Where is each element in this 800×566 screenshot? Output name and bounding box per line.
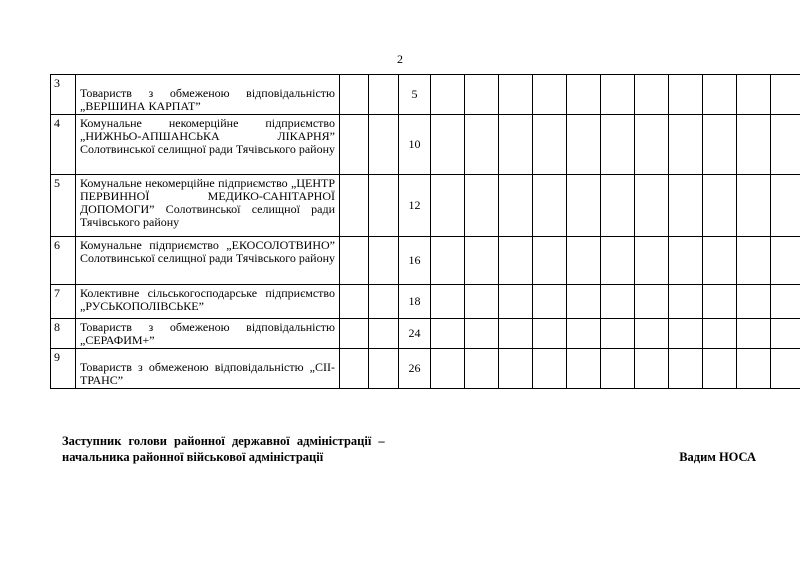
empty-cell xyxy=(465,115,499,175)
signature-block xyxy=(62,433,756,465)
empty-cell xyxy=(771,319,800,349)
empty-cell xyxy=(669,115,703,175)
empty-cell xyxy=(533,349,567,389)
empty-cell xyxy=(601,237,635,285)
empty-cell xyxy=(465,237,499,285)
empty-cell xyxy=(635,349,669,389)
empty-cell xyxy=(771,237,800,285)
table-row xyxy=(51,349,800,389)
empty-cell xyxy=(533,175,567,237)
organization-name: Комунальне некомерційне підприємство „НИЖНЬО-АПШАНСЬКА ЛІКАРНЯ” Солотвинської селищної ради Тячівського району xyxy=(76,115,340,175)
empty-cell xyxy=(601,75,635,115)
organization-name: Товариств з обмеженою відповідальністю „ВЕРШИНА КАРПАТ” xyxy=(76,75,340,115)
empty-cell xyxy=(771,175,800,237)
empty-cell xyxy=(567,319,601,349)
empty-cell xyxy=(499,115,533,175)
empty-cell xyxy=(669,285,703,319)
empty-cell xyxy=(465,75,499,115)
empty-cell xyxy=(340,237,369,285)
organization-name: Товариств з обмеженою відповідальністю „СІІ-ТРАНС” xyxy=(76,349,340,389)
empty-cell xyxy=(669,75,703,115)
signature-title-line1: Заступник голови районної державної адміністрації – xyxy=(62,434,385,448)
empty-cell xyxy=(567,75,601,115)
page-reference: 16 xyxy=(399,237,431,285)
empty-cell xyxy=(669,319,703,349)
empty-cell xyxy=(669,175,703,237)
empty-cell xyxy=(340,75,369,115)
table-row xyxy=(51,75,800,115)
empty-cell xyxy=(533,237,567,285)
row-number: 8 xyxy=(51,319,76,349)
empty-cell xyxy=(369,175,399,237)
empty-cell xyxy=(465,285,499,319)
empty-cell xyxy=(499,237,533,285)
empty-cell xyxy=(601,319,635,349)
organization-name: Комунальне некомерційне підприємство „ЦЕНТР ПЕРВИННОЇ МЕДИКО-САНІТАРНОЇ ДОПОМОГИ” Солотвинської селищної ради Тячівського району xyxy=(76,175,340,237)
empty-cell xyxy=(737,175,771,237)
empty-cell xyxy=(431,319,465,349)
empty-cell xyxy=(703,75,737,115)
empty-cell xyxy=(465,175,499,237)
empty-cell xyxy=(601,285,635,319)
empty-cell xyxy=(635,115,669,175)
empty-cell xyxy=(369,237,399,285)
row-number: 6 xyxy=(51,237,76,285)
empty-cell xyxy=(369,115,399,175)
empty-cell xyxy=(737,237,771,285)
page-reference: 18 xyxy=(399,285,431,319)
table-row xyxy=(51,175,800,237)
row-number: 9 xyxy=(51,349,76,389)
page-reference: 12 xyxy=(399,175,431,237)
page-reference: 10 xyxy=(399,115,431,175)
empty-cell xyxy=(431,115,465,175)
table-row xyxy=(51,115,800,175)
empty-cell xyxy=(703,237,737,285)
signature-title-line2: начальника районної військової адміністрації xyxy=(62,450,324,464)
empty-cell xyxy=(567,237,601,285)
empty-cell xyxy=(635,75,669,115)
empty-cell xyxy=(465,349,499,389)
table-row xyxy=(51,237,800,285)
empty-cell xyxy=(771,285,800,319)
empty-cell xyxy=(703,349,737,389)
empty-cell xyxy=(737,75,771,115)
empty-cell xyxy=(601,115,635,175)
empty-cell xyxy=(340,115,369,175)
page-reference: 5 xyxy=(399,75,431,115)
empty-cell xyxy=(340,285,369,319)
table-row xyxy=(51,319,800,349)
registry-table xyxy=(50,74,800,389)
empty-cell xyxy=(703,319,737,349)
empty-cell xyxy=(771,115,800,175)
signatory-name: Вадим НОСА xyxy=(679,450,756,464)
empty-cell xyxy=(737,319,771,349)
empty-cell xyxy=(601,175,635,237)
empty-cell xyxy=(369,319,399,349)
empty-cell xyxy=(771,349,800,389)
empty-cell xyxy=(635,175,669,237)
empty-cell xyxy=(499,349,533,389)
row-number: 5 xyxy=(51,175,76,237)
empty-cell xyxy=(737,115,771,175)
empty-cell xyxy=(567,175,601,237)
empty-cell xyxy=(431,75,465,115)
empty-cell xyxy=(431,237,465,285)
empty-cell xyxy=(340,319,369,349)
empty-cell xyxy=(499,175,533,237)
empty-cell xyxy=(533,285,567,319)
empty-cell xyxy=(369,75,399,115)
empty-cell xyxy=(567,349,601,389)
page-number: 2 xyxy=(397,52,403,66)
empty-cell xyxy=(669,237,703,285)
empty-cell xyxy=(340,349,369,389)
page-reference: 26 xyxy=(399,349,431,389)
empty-cell xyxy=(431,349,465,389)
empty-cell xyxy=(703,115,737,175)
empty-cell xyxy=(669,349,703,389)
empty-cell xyxy=(533,115,567,175)
empty-cell xyxy=(703,285,737,319)
empty-cell xyxy=(533,75,567,115)
page-reference: 24 xyxy=(399,319,431,349)
empty-cell xyxy=(340,175,369,237)
empty-cell xyxy=(465,319,499,349)
empty-cell xyxy=(431,175,465,237)
empty-cell xyxy=(369,285,399,319)
empty-cell xyxy=(499,319,533,349)
table-row xyxy=(51,285,800,319)
empty-cell xyxy=(737,285,771,319)
row-number: 7 xyxy=(51,285,76,319)
empty-cell xyxy=(431,285,465,319)
empty-cell xyxy=(533,319,567,349)
empty-cell xyxy=(567,285,601,319)
empty-cell xyxy=(635,285,669,319)
row-number: 3 xyxy=(51,75,76,115)
empty-cell xyxy=(499,285,533,319)
empty-cell xyxy=(703,175,737,237)
empty-cell xyxy=(601,349,635,389)
empty-cell xyxy=(635,319,669,349)
empty-cell xyxy=(499,75,533,115)
empty-cell xyxy=(567,115,601,175)
organization-name: Комунальне підприємство „ЕКОСОЛОТВИНО” Солотвинської селищної ради Тячівського району xyxy=(76,237,340,285)
empty-cell xyxy=(737,349,771,389)
organization-name: Товариств з обмеженою відповідальністю „СЕРАФИМ+” xyxy=(76,319,340,349)
row-number: 4 xyxy=(51,115,76,175)
organization-name: Колективне сільськогосподарське підприємство „РУСЬКОПОЛІВСЬКЕ” xyxy=(76,285,340,319)
empty-cell xyxy=(635,237,669,285)
empty-cell xyxy=(771,75,800,115)
empty-cell xyxy=(369,349,399,389)
